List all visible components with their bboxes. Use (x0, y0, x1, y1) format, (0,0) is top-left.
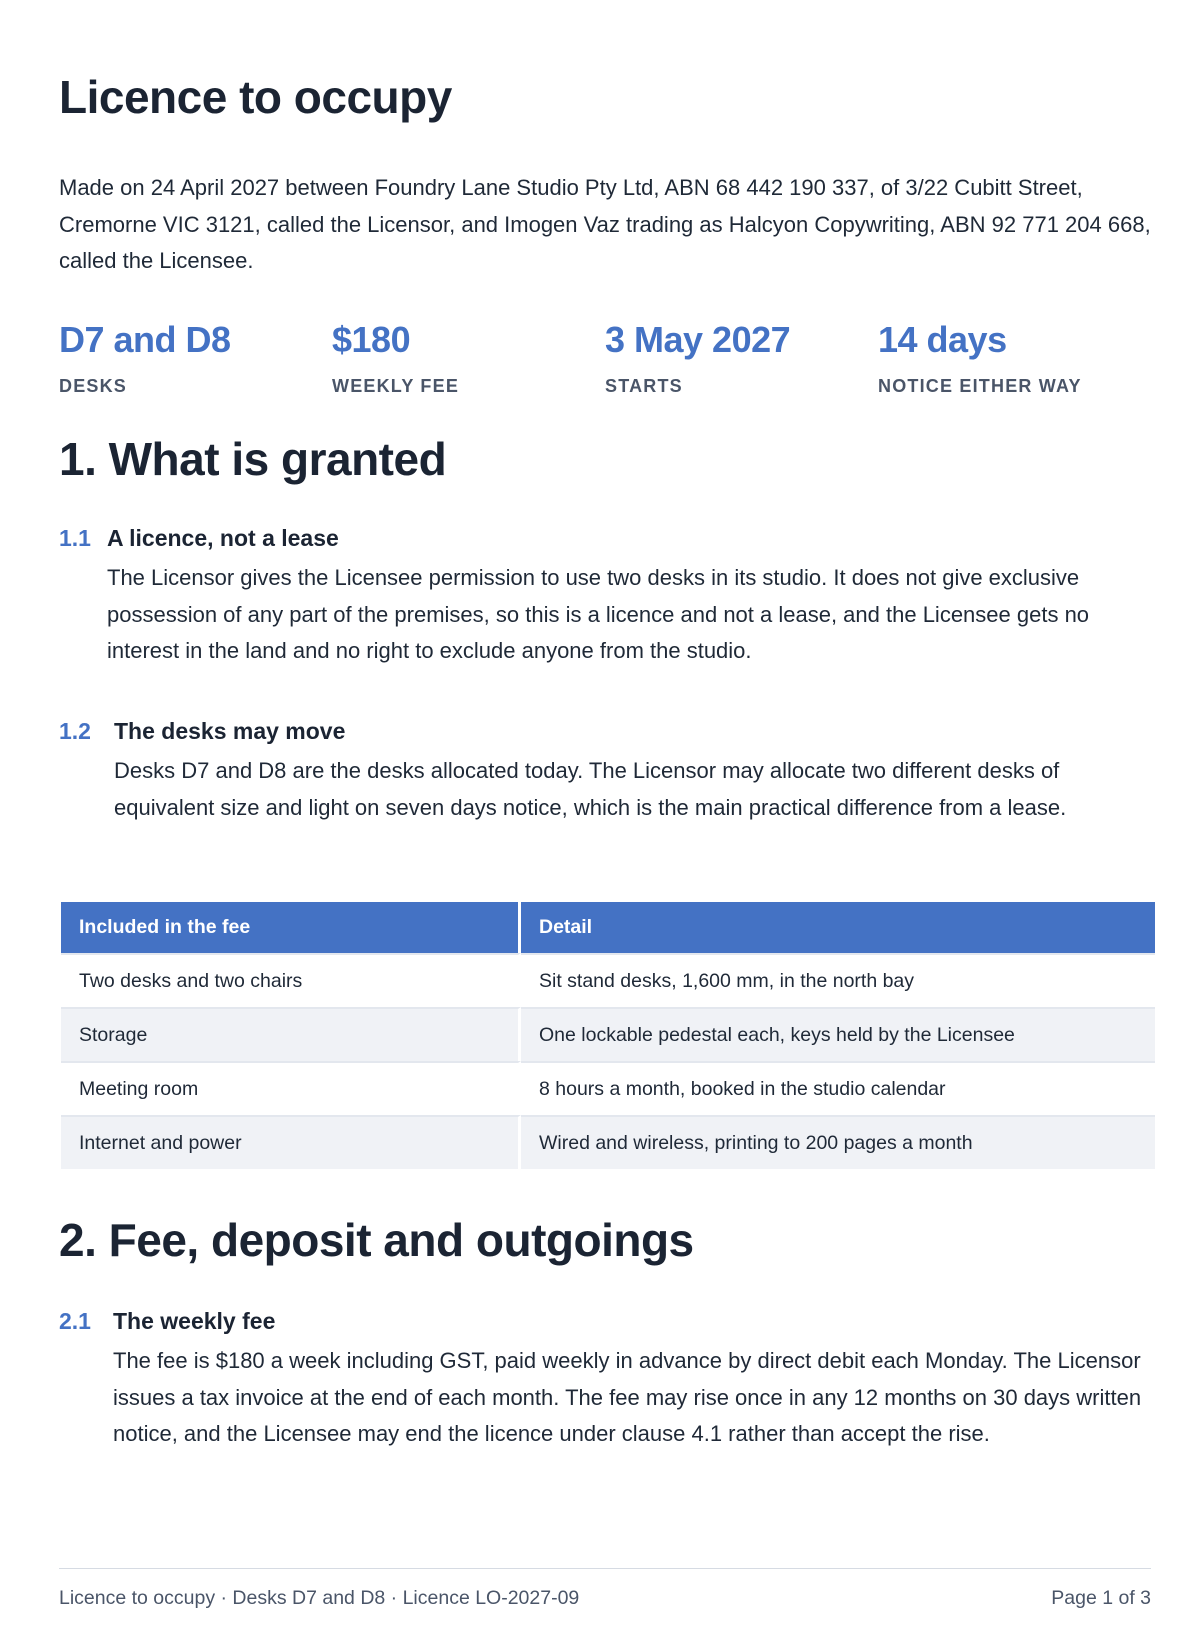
clause-heading (59, 718, 1151, 745)
table-row (61, 1115, 1155, 1169)
stat-label: STARTS (605, 376, 683, 396)
stat-label: DESKS (59, 376, 128, 396)
section-heading-1: 1. What is granted (59, 433, 447, 485)
clause-body: Desks D7 and D8 are the desks allocated today. The Licensor may allocate two different desks of equivalent size and light on seven days notice, which is the main practical difference from a lease. (114, 758, 1067, 820)
clause-number: 2.1 (59, 1308, 91, 1334)
clause-title: The weekly fee (113, 1308, 276, 1334)
table-row (61, 953, 1155, 1007)
footer-document-reference: Licence to occupy · Desks D7 and D8 · Licence LO-2027-09 (59, 1587, 580, 1609)
clause-title: A licence, not a lease (107, 525, 339, 551)
stat-value: D7 and D8 (59, 319, 231, 360)
table-header-cell: Included in the fee (61, 902, 521, 953)
stat-start-date (605, 318, 878, 397)
stat-value: $180 (332, 319, 411, 360)
footer-divider (59, 1568, 1151, 1569)
table-cell: Sit stand desks, 1,600 mm, in the north bay (521, 953, 1155, 1007)
clause-body: The fee is $180 a week including GST, paid weekly in advance by direct debit each Monday. The Licensor issues a tax invoice at the end of each month. The fee may rise once in any 12 months on 30 days written notice, and the Licensee may end the licence under clause 4.1 rather than accept the rise. (113, 1348, 1142, 1446)
document-title: Licence to occupy (59, 71, 452, 123)
footer-page-number: Page 1 of 3 (1051, 1587, 1151, 1609)
table-cell: Wired and wireless, printing to 200 pages a month (521, 1115, 1155, 1169)
key-terms-summary (59, 318, 1151, 397)
clause-number: 1.2 (59, 718, 91, 744)
stat-label: NOTICE EITHER WAY (878, 376, 1082, 396)
stat-desks (59, 318, 332, 397)
table-header-cell: Detail (521, 902, 1155, 953)
included-in-fee-table (61, 902, 1155, 1169)
clause-heading (59, 1308, 1151, 1335)
clause-title: The desks may move (114, 718, 346, 744)
table-header-row (61, 902, 1155, 953)
table-cell: Storage (61, 1007, 521, 1061)
clause-heading (59, 525, 1151, 552)
clause-body: The Licensor gives the Licensee permission to use two desks in its studio. It does not give exclusive possession of any part of the premises, so this is a licence and not a lease, and the Licensee gets no interest in the land and no right to exclude anyone from the studio. (107, 565, 1090, 663)
stat-weekly-fee (332, 318, 605, 397)
table-cell: Internet and power (61, 1115, 521, 1169)
clause-1-2 (59, 718, 1151, 826)
table-cell: 8 hours a month, booked in the studio calendar (521, 1061, 1155, 1115)
table-row (61, 1061, 1155, 1115)
stat-value: 3 May 2027 (605, 319, 791, 360)
table-row (61, 1007, 1155, 1061)
stat-label: WEEKLY FEE (332, 376, 460, 396)
intro-paragraph: Made on 24 April 2027 between Foundry Lane Studio Pty Ltd, ABN 68 442 190 337, of 3/22 Cubitt Street, Cremorne VIC 3121, called the Licensor, and Imogen Vaz trading as Halcyon Copywriting, ABN 92 771 204 668, called the Licensee. (59, 175, 1151, 273)
stat-value: 14 days (878, 319, 1007, 360)
table-cell: One lockable pedestal each, keys held by the Licensee (521, 1007, 1155, 1061)
clause-1-1 (59, 525, 1151, 670)
table-cell: Two desks and two chairs (61, 953, 521, 1007)
stat-notice-period (878, 318, 1151, 397)
table-cell: Meeting room (61, 1061, 521, 1115)
clause-number: 1.1 (59, 525, 91, 551)
section-heading-2: 2. Fee, deposit and outgoings (59, 1214, 694, 1266)
clause-2-1 (59, 1308, 1151, 1453)
